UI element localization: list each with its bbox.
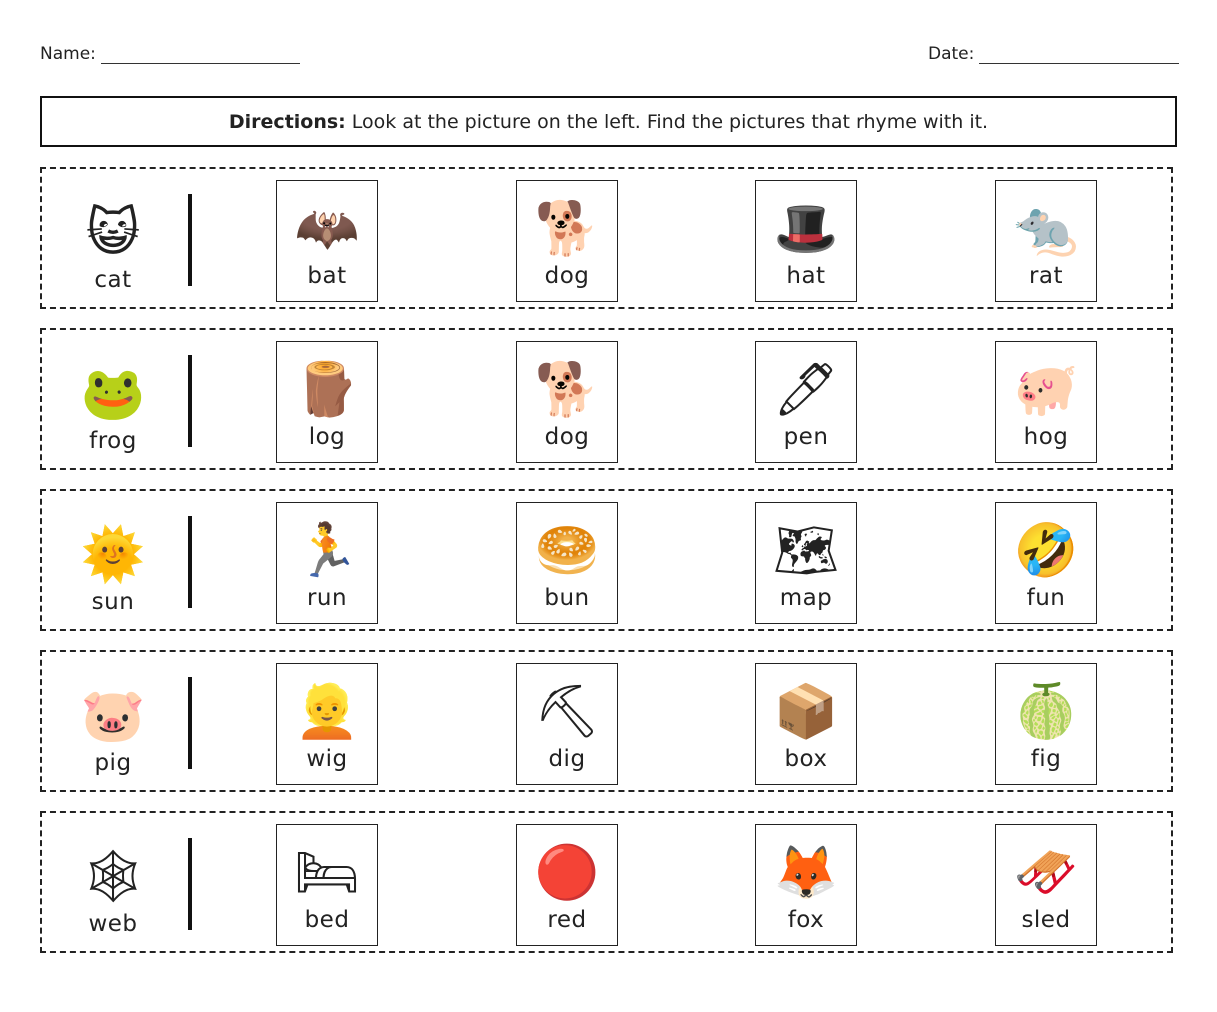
prompt-word: cat: [94, 267, 132, 293]
directions-text: Look at the picture on the left. Find the pictures that rhyme with it.: [351, 110, 989, 133]
choice-word: sled: [1021, 907, 1071, 933]
choice-word: dog: [544, 263, 590, 289]
row-divider: [188, 677, 192, 769]
prompt-picture: [70, 179, 156, 295]
frog-icon: 🐸: [80, 364, 146, 424]
choice-card-run[interactable]: [276, 502, 378, 624]
date-blank-line[interactable]: [979, 48, 1179, 64]
choice-word: box: [784, 746, 828, 772]
red-icon: 🔴: [534, 843, 600, 903]
directions-box: [40, 96, 1177, 147]
fox-icon: 🦊: [773, 843, 839, 903]
choice-word: fig: [1030, 746, 1062, 772]
dig-icon: ⛏: [533, 682, 600, 742]
map-icon: 🗺: [772, 521, 839, 581]
choice-card-dog[interactable]: [516, 341, 618, 463]
choice-card-box[interactable]: [755, 663, 857, 785]
choice-word: bed: [304, 907, 350, 933]
row-divider: [188, 838, 192, 930]
choice-word: hat: [786, 263, 826, 289]
choice-word: wig: [306, 746, 348, 772]
dog-icon: 🐕: [534, 199, 600, 259]
choice-word: hog: [1023, 424, 1069, 450]
rhyme-row: [40, 489, 1173, 631]
pen-icon: 🖊: [772, 360, 839, 420]
choice-word: map: [779, 585, 833, 611]
prompt-picture: [70, 662, 156, 778]
name-field[interactable]: [40, 44, 300, 64]
prompt-word: sun: [91, 589, 135, 615]
box-icon: 📦: [773, 682, 839, 742]
choice-card-dog[interactable]: [516, 180, 618, 302]
choice-word: bat: [307, 263, 347, 289]
choice-card-red[interactable]: [516, 824, 618, 946]
rhyme-row: [40, 811, 1173, 953]
choice-word: dig: [548, 746, 586, 772]
dog-icon: 🐕: [534, 360, 600, 420]
rat-icon: 🐀: [1013, 199, 1079, 259]
fig-icon: 🍈: [1013, 682, 1079, 742]
choice-card-fox[interactable]: [755, 824, 857, 946]
prompt-word: web: [88, 911, 138, 937]
prompt-picture: [70, 823, 156, 939]
prompt-word: frog: [89, 428, 137, 454]
rhyme-row: [40, 167, 1173, 309]
choice-word: fun: [1026, 585, 1066, 611]
hat-icon: 🎩: [773, 199, 839, 259]
pig-icon: 🐷: [80, 686, 146, 746]
choice-card-fun[interactable]: [995, 502, 1097, 624]
sun-icon: 🌞: [80, 525, 146, 585]
choice-card-bun[interactable]: [516, 502, 618, 624]
choice-card-bat[interactable]: [276, 180, 378, 302]
rhyme-row: [40, 328, 1173, 470]
choice-word: fox: [787, 907, 825, 933]
choice-card-hat[interactable]: [755, 180, 857, 302]
choice-word: bun: [544, 585, 590, 611]
choice-card-rat[interactable]: [995, 180, 1097, 302]
date-label: Date:: [928, 44, 975, 64]
choice-word: pen: [783, 424, 829, 450]
bed-icon: 🛏: [293, 843, 360, 903]
date-field[interactable]: [928, 44, 1179, 64]
name-blank-line[interactable]: [101, 48, 300, 64]
choice-card-wig[interactable]: [276, 663, 378, 785]
choice-word: rat: [1028, 263, 1064, 289]
row-divider: [188, 355, 192, 447]
cat-icon: 😺: [85, 203, 141, 263]
choice-card-pen[interactable]: [755, 341, 857, 463]
choice-card-map[interactable]: [755, 502, 857, 624]
wig-icon: 👱: [294, 682, 360, 742]
log-icon: 🪵: [294, 360, 360, 420]
choice-word: run: [306, 585, 348, 611]
choice-card-dig[interactable]: [516, 663, 618, 785]
prompt-picture: [70, 501, 156, 617]
choice-word: red: [547, 907, 587, 933]
bat-icon: 🦇: [294, 199, 360, 259]
sled-icon: 🛷: [1013, 843, 1079, 903]
bun-icon: 🥯: [534, 521, 600, 581]
web-icon: 🕸: [79, 847, 146, 907]
prompt-word: pig: [94, 750, 132, 776]
choice-word: dog: [544, 424, 590, 450]
choice-card-hog[interactable]: [995, 341, 1097, 463]
prompt-picture: [70, 340, 156, 456]
directions-heading: Directions:: [228, 110, 346, 133]
row-divider: [188, 516, 192, 608]
choice-card-log[interactable]: [276, 341, 378, 463]
fun-icon: 🤣: [1013, 521, 1079, 581]
hog-icon: 🐖: [1013, 360, 1079, 420]
name-label: Name:: [40, 44, 96, 64]
rhyme-row: [40, 650, 1173, 792]
run-icon: 🏃: [294, 521, 360, 581]
choice-card-fig[interactable]: [995, 663, 1097, 785]
row-divider: [188, 194, 192, 286]
choice-word: log: [308, 424, 346, 450]
choice-card-bed[interactable]: [276, 824, 378, 946]
choice-card-sled[interactable]: [995, 824, 1097, 946]
